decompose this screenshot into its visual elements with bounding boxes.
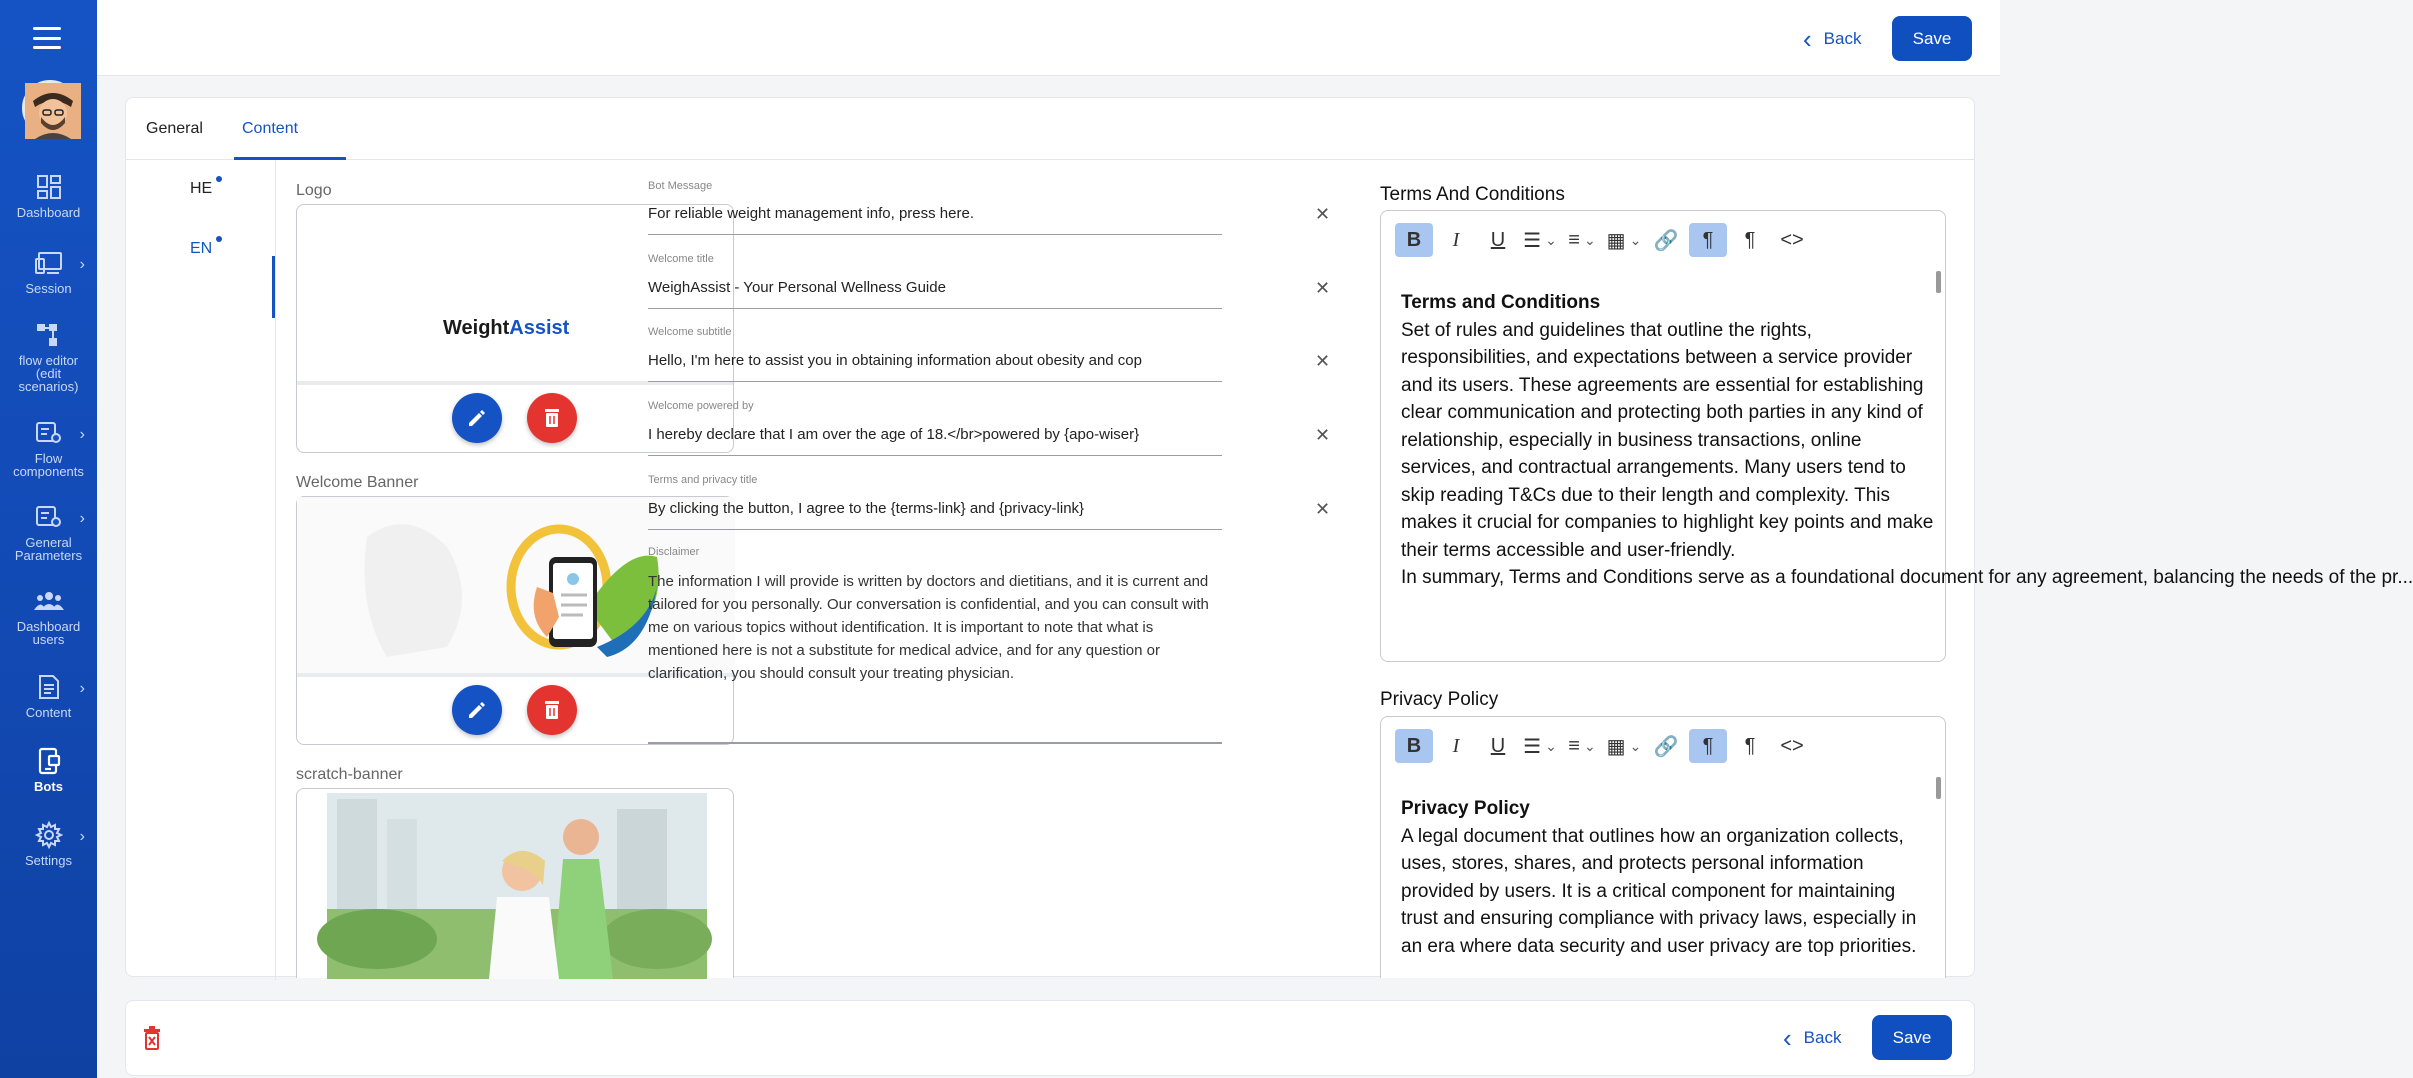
back-label: Back: [1803, 1028, 1842, 1047]
terms-privacy-title-input[interactable]: By clicking the button, I agree to the {terms-link} and {privacy-link}: [648, 500, 1222, 530]
chevron-down-icon: ⌄: [1583, 737, 1596, 754]
avatar[interactable]: [22, 80, 78, 136]
edit-welcome-banner-button[interactable]: [452, 685, 502, 735]
terms-content[interactable]: [1401, 289, 2413, 592]
pencil-icon: [466, 699, 488, 721]
session-icon: [32, 248, 66, 278]
chevron-right-icon: ›: [79, 828, 85, 845]
sidebar-item-label: Dashboard: [16, 205, 81, 220]
sidebar-item-general-parameters[interactable]: [0, 502, 97, 562]
link-button[interactable]: [1647, 729, 1685, 763]
source-code-button[interactable]: [1773, 223, 1811, 257]
tab-content[interactable]: Content: [242, 120, 299, 137]
language-label: EN: [190, 240, 213, 257]
sidebar: [0, 0, 97, 1078]
disclaimer-textarea[interactable]: The information I will provide is written by doctors and dietitians, and it is current and tailored for you personally. Our conversation is confidential, and you can consult with me on various topics without identification. It is important to note that what is mentioned here is not a substitute for medical advice, and for any question or clarification, you should consult your treating physician.: [648, 573, 1209, 682]
chevron-down-icon: ⌄: [1629, 231, 1642, 248]
welcome-title-label: Welcome title: [648, 253, 714, 265]
clear-icon[interactable]: ✕: [1315, 499, 1331, 519]
sidebar-item-settings[interactable]: [0, 820, 97, 867]
chevron-right-icon: ›: [79, 256, 85, 273]
sidebar-item-flow-editor[interactable]: [0, 320, 97, 393]
bot-message-label: Bot Message: [648, 180, 713, 192]
numbered-list-button[interactable]: [1521, 729, 1559, 763]
privacy-paragraph: A legal document that outlines how an organization collects, uses, stores, shares, and protects personal information provided by users. It is a critical component for maintaining trust and ensuring compliance with privacy laws, especially in an era where data security and user privacy are top priorities.: [1401, 825, 1917, 957]
table-icon: ▦: [1606, 229, 1626, 252]
italic-button[interactable]: I: [1452, 734, 1460, 757]
chevron-down-icon: ⌄: [1545, 737, 1557, 754]
sidebar-item-flow-components[interactable]: [0, 418, 97, 478]
scratch-banner-image: [297, 789, 735, 979]
terms-paragraph: Set of rules and guidelines that outline the rights, responsibilities, and expectations between a service provider and its users. These agreements are essential for establishing clear communication and protecting both parties in any kind of relationship, especially in business transactions, online services, and contractual arrangements. Many users tend to skip reading T&Cs due to their length and complexity. This makes it crucial for companies to highlight key points and make their terms accessible and user-friendly.: [1401, 319, 1934, 561]
bullet-list-button[interactable]: [1563, 223, 1601, 257]
text-direction-ltr-icon: ¶: [1702, 228, 1714, 251]
menu-icon[interactable]: [33, 27, 61, 49]
clear-icon[interactable]: ✕: [1315, 204, 1331, 224]
terms-title: Terms And Conditions: [1380, 184, 1565, 205]
sidebar-item-label: Flow components: [13, 451, 84, 479]
back-button[interactable]: [1803, 24, 1861, 54]
welcome-subtitle-label: Welcome subtitle: [648, 326, 732, 338]
users-icon: [32, 586, 66, 616]
back-label: Back: [1823, 29, 1862, 48]
numbered-list-button[interactable]: [1521, 223, 1559, 257]
flow-editor-icon: [32, 320, 66, 350]
chevron-right-icon: ›: [79, 680, 85, 697]
logo-label: Logo: [296, 182, 332, 199]
privacy-content[interactable]: [1401, 795, 1935, 960]
rtl-button[interactable]: [1731, 223, 1769, 257]
italic-button[interactable]: I: [1452, 228, 1460, 251]
language-he[interactable]: [190, 180, 212, 198]
text-direction-rtl-icon: ¶: [1744, 734, 1756, 757]
welcome-banner-label: Welcome Banner: [296, 474, 419, 491]
active-language-indicator: [272, 256, 275, 318]
table-button[interactable]: [1605, 223, 1643, 257]
language-label: HE: [190, 180, 213, 197]
privacy-editor: [1380, 716, 1946, 978]
disclaimer-underline: [648, 742, 1222, 744]
sidebar-item-label: General Parameters: [14, 535, 83, 563]
scrollbar[interactable]: [1936, 271, 1941, 293]
bullet-list-icon: ≡: [1568, 228, 1580, 251]
source-code-button[interactable]: [1773, 729, 1811, 763]
sidebar-item-label: Content: [25, 705, 72, 720]
tab-bar: [126, 98, 1974, 160]
sidebar-item-label: Dashboard users: [16, 619, 81, 647]
logo-text-accent: Assist: [509, 317, 570, 339]
save-button[interactable]: Save: [1892, 16, 1972, 61]
code-icon: <>: [1780, 734, 1804, 757]
bottom-bar: [125, 1000, 1975, 1076]
chevron-down-icon: ⌄: [1629, 737, 1642, 754]
trash-icon: [542, 699, 562, 721]
clear-icon[interactable]: ✕: [1315, 351, 1331, 371]
editor-toolbar: [1381, 211, 1945, 269]
code-icon: <>: [1780, 228, 1804, 251]
table-button[interactable]: [1605, 729, 1643, 763]
link-button[interactable]: [1647, 223, 1685, 257]
privacy-title: Privacy Policy: [1380, 689, 1499, 710]
welcome-powered-by-label: Welcome powered by: [648, 400, 754, 412]
chevron-down-icon: ⌄: [1583, 231, 1596, 248]
trash-icon: [142, 1026, 162, 1050]
language-en[interactable]: [190, 240, 212, 258]
sidebar-item-content[interactable]: [0, 672, 97, 719]
numbered-list-icon: ☰: [1523, 229, 1542, 252]
scratch-banner-label: scratch-banner: [296, 766, 403, 783]
tab-general[interactable]: General: [146, 120, 203, 137]
sidebar-item-session[interactable]: [0, 248, 97, 295]
table-icon: ▦: [1606, 735, 1626, 758]
text-direction-ltr-icon: ¶: [1702, 734, 1714, 757]
welcome-subtitle-input[interactable]: Hello, I'm here to assist you in obtaining information about obesity and cop: [648, 352, 1222, 382]
terms-summary: In summary, Terms and Conditions serve as a foundational document for any agreement, balancing the needs of the pr...: [1401, 567, 2413, 588]
link-icon: 🔗: [1653, 735, 1679, 758]
underline-button[interactable]: U: [1490, 228, 1506, 251]
welcome-title-input[interactable]: WeighAssist - Your Personal Wellness Guide: [648, 279, 1222, 309]
sidebar-item-dashboard-users[interactable]: [0, 586, 97, 646]
delete-bot-button[interactable]: [142, 1026, 162, 1055]
privacy-heading: Privacy Policy: [1401, 798, 1530, 819]
trash-icon: [542, 407, 562, 429]
bullet-list-icon: ≡: [1568, 734, 1580, 757]
status-dot: [216, 236, 222, 242]
top-bar: [97, 0, 2000, 76]
bullet-list-button[interactable]: [1563, 729, 1601, 763]
delete-logo-button[interactable]: [527, 393, 577, 443]
chevron-right-icon: ›: [79, 510, 85, 527]
back-button[interactable]: [1783, 1023, 1841, 1053]
sidebar-item-label: Settings: [25, 853, 72, 868]
editor-toolbar: [1381, 717, 1945, 775]
delete-welcome-banner-button[interactable]: [527, 685, 577, 735]
status-dot: [216, 176, 222, 182]
chevron-right-icon: ›: [79, 426, 85, 443]
logo-image: [443, 317, 569, 340]
bold-button[interactable]: B: [1395, 729, 1433, 763]
terms-privacy-title-label: Terms and privacy title: [648, 474, 758, 486]
language-selector: [126, 160, 276, 980]
ltr-button[interactable]: [1689, 729, 1727, 763]
sidebar-item-label: flow editor (edit scenarios): [18, 353, 79, 394]
sidebar-item-label: Bots: [34, 779, 63, 794]
scrollbar[interactable]: [1936, 777, 1941, 799]
chevron-down-icon: ⌄: [1545, 231, 1557, 248]
clear-icon[interactable]: ✕: [1315, 425, 1331, 445]
disclaimer-label: Disclaimer: [648, 546, 700, 558]
sidebar-item-bots[interactable]: [0, 746, 97, 793]
gear-icon: [32, 820, 66, 850]
bot-message-input[interactable]: For reliable weight management info, press here.: [648, 205, 1222, 235]
flow-components-icon: [32, 418, 66, 448]
sidebar-item-label: Session: [25, 281, 72, 296]
bold-button[interactable]: B: [1395, 223, 1433, 257]
underline-button[interactable]: U: [1490, 734, 1506, 757]
terms-heading: Terms and Conditions: [1401, 292, 1601, 313]
numbered-list-icon: ☰: [1523, 735, 1542, 758]
scratch-banner-media-box: [296, 788, 734, 978]
edit-logo-button[interactable]: [452, 393, 502, 443]
terms-editor: [1380, 210, 2413, 662]
pencil-icon: [466, 407, 488, 429]
bots-icon: [32, 746, 66, 776]
logo-text: Weight: [443, 317, 510, 339]
dashboard-icon: [32, 172, 66, 202]
ltr-button[interactable]: [1689, 223, 1727, 257]
general-parameters-icon: [32, 502, 66, 532]
welcome-powered-by-input[interactable]: I hereby declare that I am over the age of 18.</br>powered by {apo-wiser}: [648, 426, 1222, 456]
chevron-left-icon: ‹: [1783, 1023, 1792, 1053]
rtl-button[interactable]: [1731, 729, 1769, 763]
save-button[interactable]: Save: [1872, 1015, 1952, 1060]
text-direction-rtl-icon: ¶: [1744, 228, 1756, 251]
link-icon: 🔗: [1653, 229, 1679, 252]
chevron-left-icon: ‹: [1803, 24, 1812, 54]
sidebar-item-dashboard[interactable]: [0, 172, 97, 219]
clear-icon[interactable]: ✕: [1315, 278, 1331, 298]
content-icon: [32, 672, 66, 702]
